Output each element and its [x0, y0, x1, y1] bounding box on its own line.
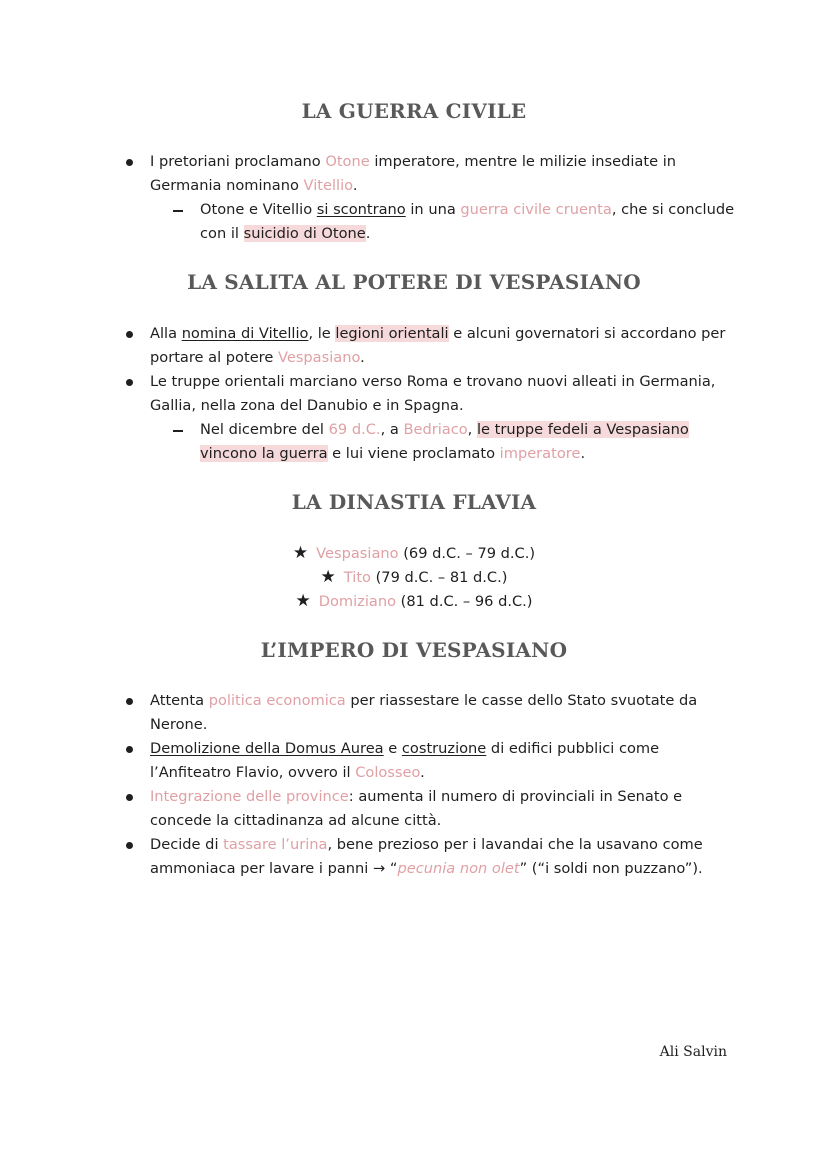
dynasty-item: ★ Tito (79 d.C. – 81 d.C.) — [320, 567, 508, 587]
signature: Ali Salvin — [659, 1044, 727, 1060]
star-icon: ★ — [292, 543, 309, 563]
star-icon: ★ — [295, 591, 311, 611]
section-title-dinastia: LA DINASTIA FLAVIA — [291, 490, 537, 514]
paragraph-pretoriani: I pretoriani proclamano Otone imperatore, mentre le milizie insediate in Germania nominano Vitellio. — [150, 153, 677, 194]
bullet-icon — [126, 698, 133, 705]
paragraph-domus: Demolizione della Domus Aurea e costruzione di edifici pubblici come l’Anfiteatro Flavio, ovvero il Colosseo. — [150, 740, 660, 781]
paragraph-bedriaco: Nel dicembre del 69 d.C., a Bedriaco, le truppe fedeli a Vespasiano vincono la guerra e lui viene proclamato imperatore. — [200, 421, 689, 462]
paragraph-politica: Attenta politica economica per riassestare le casse dello Stato svuotate da Nerone. — [150, 692, 698, 733]
bullet-icon — [126, 842, 133, 849]
dash-icon — [173, 430, 183, 432]
bullet-icon — [126, 379, 133, 386]
paragraph-truppe: Le truppe orientali marciano verso Roma e trovano nuovi alleati in Germania, Gallia, nella zona del Danubio e in Spagna. — [150, 373, 716, 414]
paragraph-urina: Decide di tassare l’urina, bene prezioso per i lavandai che la usavano come ammoniaca per lavare i panni → “pecunia non olet” (“i soldi non puzzano”). — [150, 836, 703, 877]
bullet-icon — [126, 746, 133, 753]
paragraph-scontro: Otone e Vitellio si scontrano in una guerra civile cruenta, che si conclude con il suicidio di Otone. — [200, 201, 735, 242]
section-title-impero: L’IMPERO DI VESPASIANO — [260, 638, 568, 662]
name-vitellio: Vitellio — [303, 177, 353, 194]
section-title-salita: LA SALITA AL POTERE DI VESPASIANO — [187, 270, 641, 294]
star-icon: ★ — [320, 567, 336, 587]
dynasty-item: ★ Domiziano (81 d.C. – 96 d.C.) — [295, 591, 533, 611]
bullet-icon — [126, 331, 133, 338]
bullet-icon — [126, 794, 133, 801]
bullet-icon — [126, 159, 133, 166]
dash-icon — [173, 210, 183, 212]
paragraph-province: Integrazione delle province: aumenta il numero di provinciali in Senato e concede la cittadinanza ad alcune città. — [150, 788, 683, 829]
arrow-icon: → — [373, 860, 386, 877]
section-title-guerra-civile: LA GUERRA CIVILE — [301, 99, 527, 123]
dynasty-item: ★ Vespasiano (69 d.C. – 79 d.C.) — [292, 543, 536, 563]
name-otone: Otone — [325, 153, 370, 170]
paragraph-nomina: Alla nomina di Vitellio, le legioni orientali e alcuni governatori si accordano per portare al potere Vespasiano. — [150, 325, 726, 366]
